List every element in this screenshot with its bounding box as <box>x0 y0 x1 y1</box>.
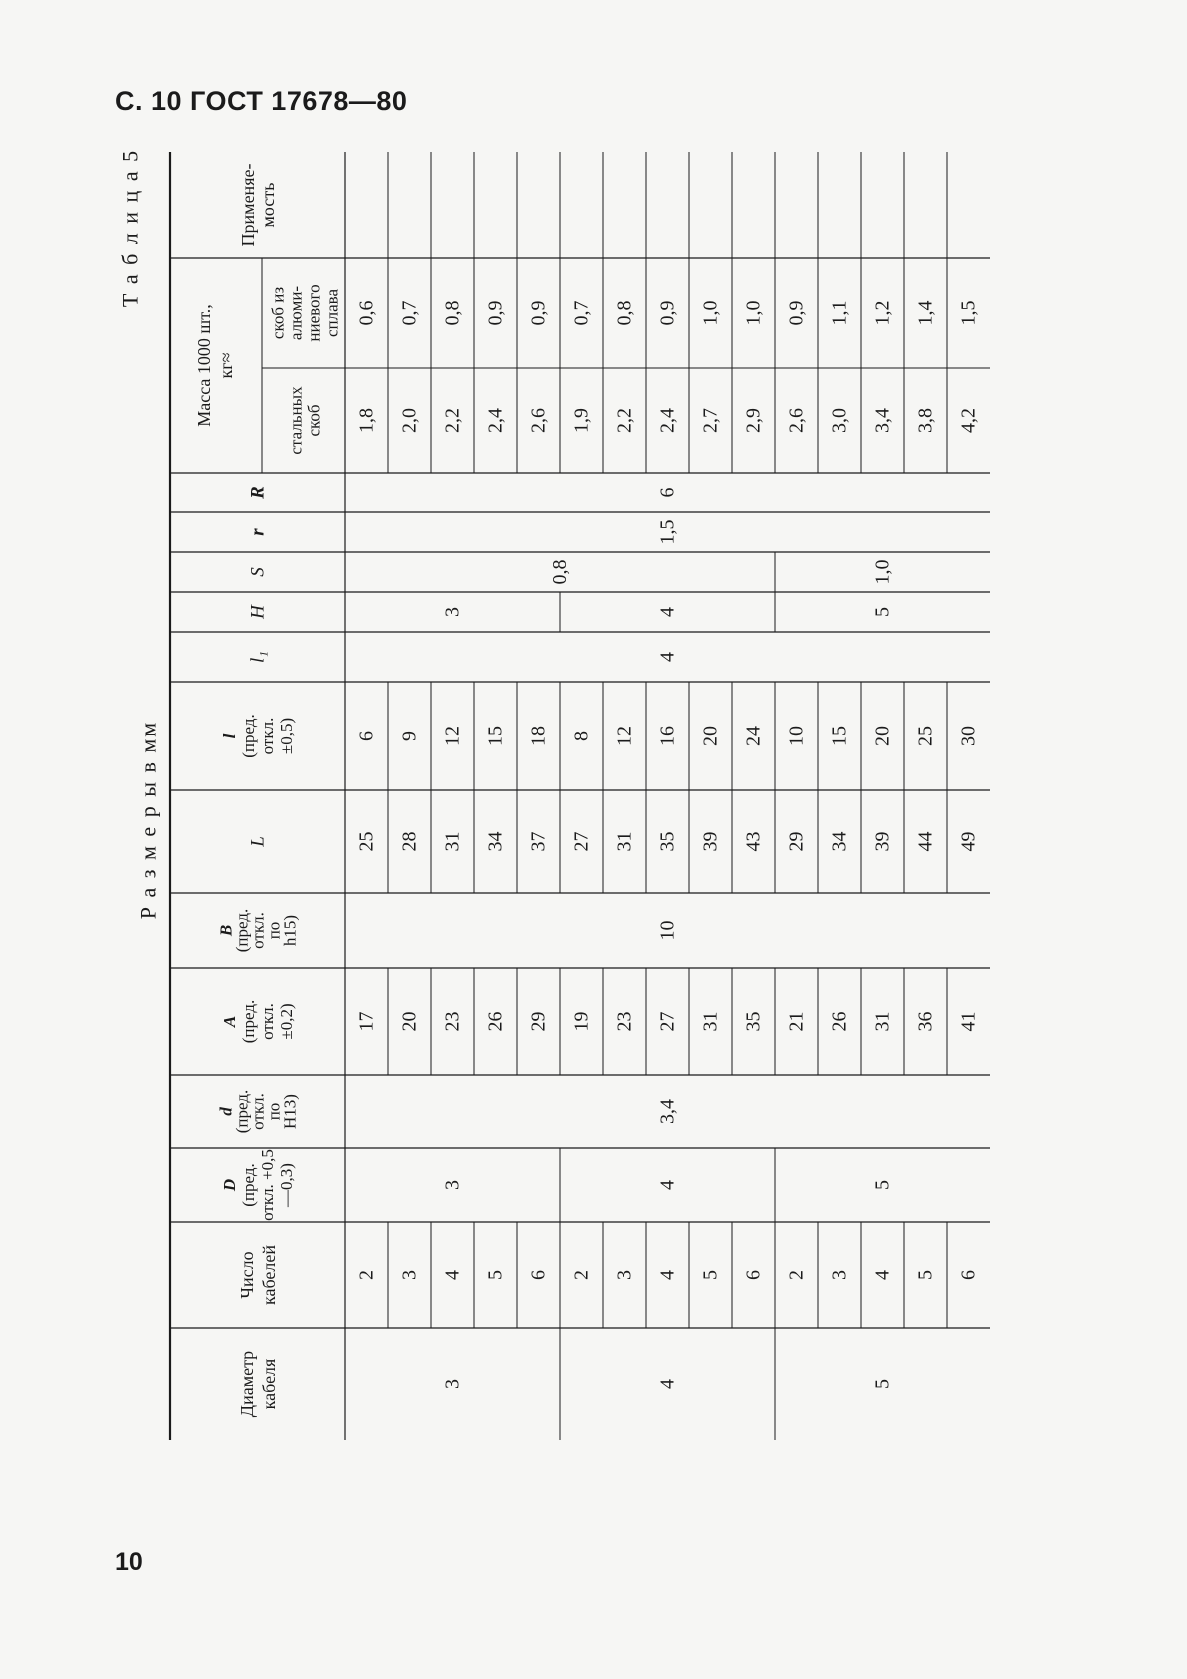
cell-l: 8 <box>570 731 593 741</box>
header-S: S <box>247 567 269 577</box>
cell-l1-all: 4 <box>656 652 679 662</box>
cell-l: 18 <box>527 726 550 746</box>
cell-A: 23 <box>441 1011 464 1032</box>
cell-alu-mass: 0,9 <box>656 300 679 326</box>
header-r: r <box>247 528 269 536</box>
cell-A: 27 <box>656 1011 679 1032</box>
cell-H-group: 3 <box>441 607 464 617</box>
cell-count: 3 <box>828 1270 851 1280</box>
cell-L: 28 <box>398 831 421 852</box>
cell-L: 39 <box>699 831 722 852</box>
cell-L: 43 <box>742 831 765 852</box>
header-diameter-line-1: кабеля <box>259 1358 279 1410</box>
header-D-line-1: (пред. <box>239 1163 258 1207</box>
header-d-line-0: d <box>216 1107 236 1116</box>
header-B-line-3: по <box>264 921 284 940</box>
cell-steel-mass: 2,9 <box>742 408 765 433</box>
cell-L: 27 <box>570 831 593 852</box>
header-D-line-2: откл. +0,5 <box>258 1149 277 1221</box>
header-alu-line-2: ниевого <box>304 284 324 342</box>
cell-A: 31 <box>699 1011 722 1032</box>
cell-A: 29 <box>527 1011 550 1032</box>
cell-count: 5 <box>699 1270 722 1280</box>
cell-diameter-group: 3 <box>441 1379 464 1389</box>
cell-l: 25 <box>914 726 937 746</box>
cell-l: 20 <box>871 726 894 746</box>
cell-count: 5 <box>484 1270 507 1280</box>
cell-alu-mass: 0,8 <box>441 300 464 326</box>
header-L: L <box>247 836 269 847</box>
cell-steel-mass: 1,9 <box>570 408 593 433</box>
cell-count: 2 <box>785 1270 808 1280</box>
cell-count: 2 <box>570 1270 593 1280</box>
cell-count: 4 <box>441 1270 464 1280</box>
cell-steel-mass: 2,6 <box>527 408 550 433</box>
header-A-line-2: откл. <box>258 1003 277 1040</box>
header-alu-line-0: скоб из <box>268 286 288 340</box>
cell-alu-mass: 0,7 <box>398 300 421 326</box>
cell-l: 15 <box>828 726 851 746</box>
table-caption: Т а б л и ц а 5 <box>117 148 143 308</box>
cell-steel-mass: 1,8 <box>355 408 378 433</box>
cell-l: 20 <box>699 726 722 746</box>
cell-L: 31 <box>613 831 636 852</box>
header-count-line-0: Число <box>237 1251 257 1299</box>
header-steel-line-1: скоб <box>304 404 324 437</box>
cell-A: 20 <box>398 1011 421 1032</box>
cell-L: 35 <box>656 831 679 852</box>
cell-L: 34 <box>828 831 851 852</box>
cell-steel-mass: 2,4 <box>484 408 507 433</box>
cell-D-group: 4 <box>656 1180 679 1190</box>
cell-count: 5 <box>914 1270 937 1280</box>
cell-A: 26 <box>484 1011 507 1032</box>
header-l-line-1: (пред. <box>239 714 258 758</box>
cell-alu-mass: 1,0 <box>742 300 765 326</box>
cell-diameter-group: 5 <box>871 1379 894 1389</box>
cell-l: 10 <box>785 726 808 746</box>
cell-S-group: 1,0 <box>871 559 894 585</box>
cell-L: 49 <box>957 831 980 852</box>
cell-alu-mass: 0,7 <box>570 300 593 326</box>
header-alu-line-1: алюми- <box>286 285 306 341</box>
cell-A: 41 <box>957 1011 980 1032</box>
cell-steel-mass: 2,4 <box>656 408 679 433</box>
cell-count: 3 <box>398 1270 421 1280</box>
header-A-line-3: ±0,2) <box>277 1003 296 1040</box>
header-l-line-0: l <box>220 733 239 739</box>
header-applicability-line-0: Применяе- <box>238 163 258 247</box>
cell-L: 29 <box>785 831 808 852</box>
cell-r-all: 1,5 <box>656 519 679 545</box>
cell-count: 4 <box>871 1270 894 1280</box>
cell-A: 17 <box>355 1011 378 1032</box>
cell-L: 34 <box>484 831 507 852</box>
cell-S-group: 0,8 <box>549 559 571 585</box>
cell-l: 6 <box>355 731 378 741</box>
cell-count: 6 <box>957 1270 980 1280</box>
cell-D-group: 3 <box>441 1180 464 1190</box>
cell-count: 6 <box>742 1270 765 1280</box>
cell-l: 9 <box>398 731 421 741</box>
header-mass-line-0: Масса 1000 шт., <box>194 304 214 427</box>
cell-count: 4 <box>656 1270 679 1280</box>
cell-alu-mass: 0,9 <box>527 300 550 326</box>
header-D-line-0: D <box>220 1178 239 1192</box>
cell-l: 12 <box>613 726 636 746</box>
cell-steel-mass: 4,2 <box>957 408 980 433</box>
cell-steel-mass: 2,7 <box>699 408 722 433</box>
cell-l: 16 <box>656 726 679 746</box>
header-A-line-0: A <box>220 1015 239 1028</box>
header-applicability-line-1: мость <box>258 182 278 228</box>
header-H: H <box>247 605 269 619</box>
header-d-line-2: откл. <box>248 1093 268 1130</box>
cell-alu-mass: 1,5 <box>957 300 980 326</box>
cell-L: 31 <box>441 831 464 852</box>
page-header: С. 10 ГОСТ 17678—80 <box>115 86 408 116</box>
cell-L: 37 <box>527 831 550 852</box>
header-R: R <box>247 486 269 499</box>
cell-A: 35 <box>742 1011 765 1032</box>
header-d-line-1: (пред. <box>232 1089 252 1134</box>
cell-A: 36 <box>914 1011 937 1032</box>
cell-count: 2 <box>355 1270 378 1280</box>
cell-alu-mass: 1,1 <box>828 300 851 326</box>
header-l-line-3: ±0,5) <box>277 717 296 755</box>
header-mass-line-1: кг≈ <box>216 352 236 379</box>
header-B-line-0: B <box>216 924 236 937</box>
cell-A: 23 <box>613 1011 636 1032</box>
cell-steel-mass: 2,2 <box>613 408 636 433</box>
cell-A: 26 <box>828 1011 851 1032</box>
cell-A: 21 <box>785 1011 808 1032</box>
header-d-line-4: H13) <box>280 1094 300 1129</box>
header-steel-line-0: стальных <box>286 386 306 455</box>
cell-steel-mass: 2,2 <box>441 408 464 433</box>
table-subcaption: Р а з м е р ы в мм <box>135 720 161 920</box>
header-B-line-4: h15) <box>280 914 300 947</box>
header-d-line-3: по <box>264 1102 284 1121</box>
cell-R-all: 6 <box>656 487 679 498</box>
cell-steel-mass: 2,0 <box>398 408 421 433</box>
cell-alu-mass: 0,9 <box>785 300 808 326</box>
cell-H-group: 5 <box>871 607 894 617</box>
cell-H-group: 4 <box>656 607 679 617</box>
header-D-line-3: —0,3) <box>277 1163 296 1207</box>
header-l1: l₁ <box>247 651 269 663</box>
cell-steel-mass: 3,4 <box>871 408 894 433</box>
cell-alu-mass: 1,4 <box>914 300 937 326</box>
cell-A: 19 <box>570 1011 593 1032</box>
header-diameter-line-0: Диаметр <box>237 1350 257 1418</box>
cell-L: 44 <box>914 831 937 852</box>
cell-alu-mass: 0,9 <box>484 300 507 326</box>
cell-l: 24 <box>742 726 765 746</box>
cell-L: 25 <box>355 831 378 852</box>
header-l-line-2: откл. <box>258 717 277 755</box>
header-A-line-1: (пред. <box>239 999 258 1044</box>
cell-alu-mass: 0,6 <box>355 300 378 326</box>
cell-steel-mass: 2,6 <box>785 408 808 433</box>
cell-alu-mass: 1,2 <box>871 300 894 326</box>
cell-B-all: 10 <box>656 920 679 941</box>
cell-steel-mass: 3,8 <box>914 408 937 433</box>
cell-l: 12 <box>441 726 464 746</box>
cell-D-group: 5 <box>871 1180 894 1190</box>
cell-alu-mass: 0,8 <box>613 300 636 326</box>
cell-A: 31 <box>871 1011 894 1032</box>
cell-alu-mass: 1,0 <box>699 300 722 326</box>
cell-steel-mass: 3,0 <box>828 408 851 433</box>
cell-L: 39 <box>871 831 894 852</box>
cell-diameter-group: 4 <box>656 1379 679 1389</box>
header-count-line-1: кабелей <box>259 1245 279 1305</box>
page-number: 10 <box>115 1548 143 1576</box>
cell-count: 6 <box>527 1270 550 1280</box>
cell-count: 3 <box>613 1270 636 1280</box>
cell-d-all: 3,4 <box>656 1099 679 1124</box>
header-B-line-1: (пред. <box>232 908 252 953</box>
header-alu-line-3: сплава <box>322 288 342 338</box>
cell-l: 15 <box>484 726 507 746</box>
header-B-line-2: откл. <box>248 912 268 949</box>
cell-l: 30 <box>957 726 980 746</box>
